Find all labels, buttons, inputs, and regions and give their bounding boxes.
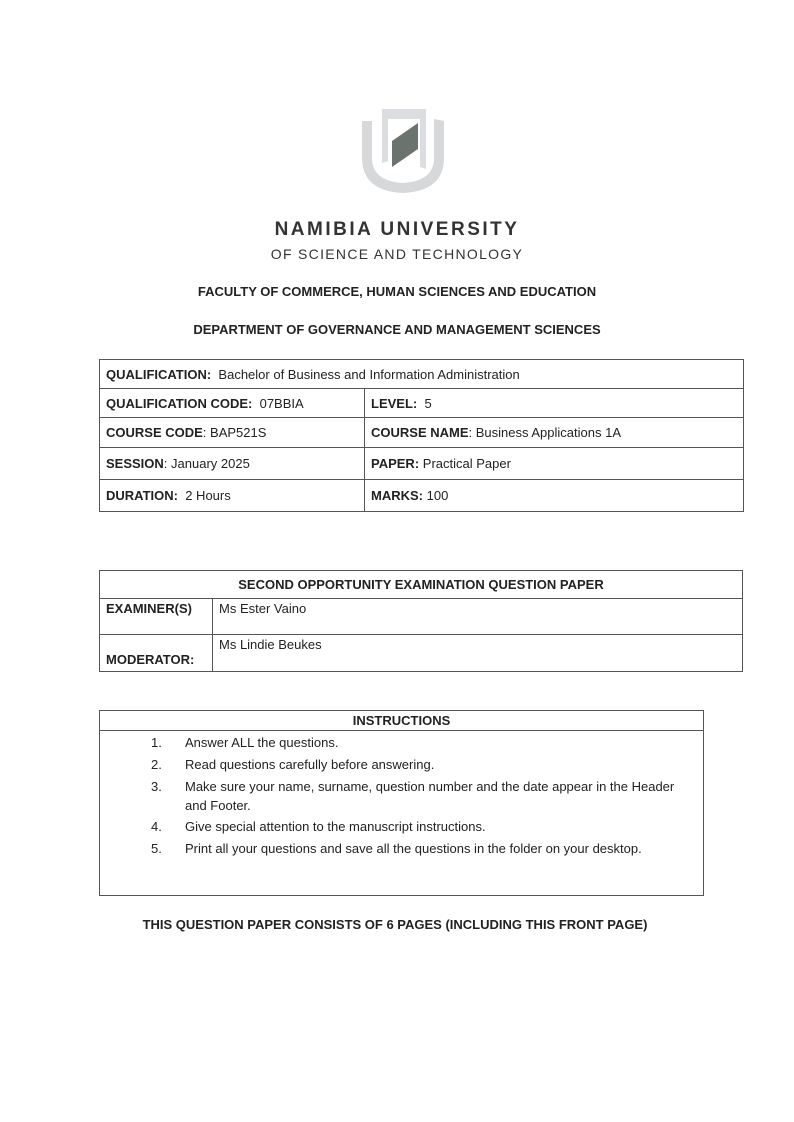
qualification-code-cell: QUALIFICATION CODE: 07BBIA bbox=[100, 389, 365, 418]
course-details-table bbox=[99, 359, 744, 512]
marks-cell: MARKS: 100 bbox=[365, 480, 744, 512]
moderator-label: MODERATOR: bbox=[100, 635, 213, 672]
level-cell: LEVEL: 5 bbox=[365, 389, 744, 418]
course-code-cell: COURSE CODE: BAP521S bbox=[100, 418, 365, 448]
university-name: NAMIBIA UNIVERSITY bbox=[274, 219, 520, 240]
examiner-table bbox=[99, 570, 743, 672]
course-name-cell: COURSE NAME: Business Applications 1A bbox=[365, 418, 744, 448]
examiner-name: Ms Ester Vaino bbox=[213, 599, 743, 635]
instructions-title: INSTRUCTIONS bbox=[100, 711, 703, 731]
instructions-box: INSTRUCTIONS 1. Answer ALL the questions. 2. Read questions carefully before answering. 3. Make sure your name, surname, question number and the date appear in the Header and Footer. 4. Give special attention to the manuscript instructions. 5. Print all your questions and save all the questions in the folder on your desktop. bbox=[99, 710, 704, 896]
department-name: DEPARTMENT OF GOVERNANCE AND MANAGEMENT SCIENCES bbox=[193, 322, 601, 337]
faculty-name: FACULTY OF COMMERCE, HUMAN SCIENCES AND EDUCATION bbox=[197, 284, 597, 299]
moderator-name: Ms Lindie Beukes bbox=[213, 635, 743, 672]
exam-title: SECOND OPPORTUNITY EXAMINATION QUESTION PAPER bbox=[100, 571, 743, 599]
session-cell: SESSION: January 2025 bbox=[100, 448, 365, 480]
page-count-note: THIS QUESTION PAPER CONSISTS OF 6 PAGES (INCLUDING THIS FRONT PAGE) bbox=[142, 917, 648, 932]
qualification-cell: QUALIFICATION: Bachelor of Business and Information Administration bbox=[100, 360, 744, 389]
examiner-label: EXAMINER(S) bbox=[100, 599, 213, 635]
university-logo-icon bbox=[358, 103, 448, 195]
duration-cell: DURATION: 2 Hours bbox=[100, 480, 365, 512]
university-subtitle: OF SCIENCE AND TECHNOLOGY bbox=[270, 246, 524, 262]
paper-cell: PAPER: Practical Paper bbox=[365, 448, 744, 480]
